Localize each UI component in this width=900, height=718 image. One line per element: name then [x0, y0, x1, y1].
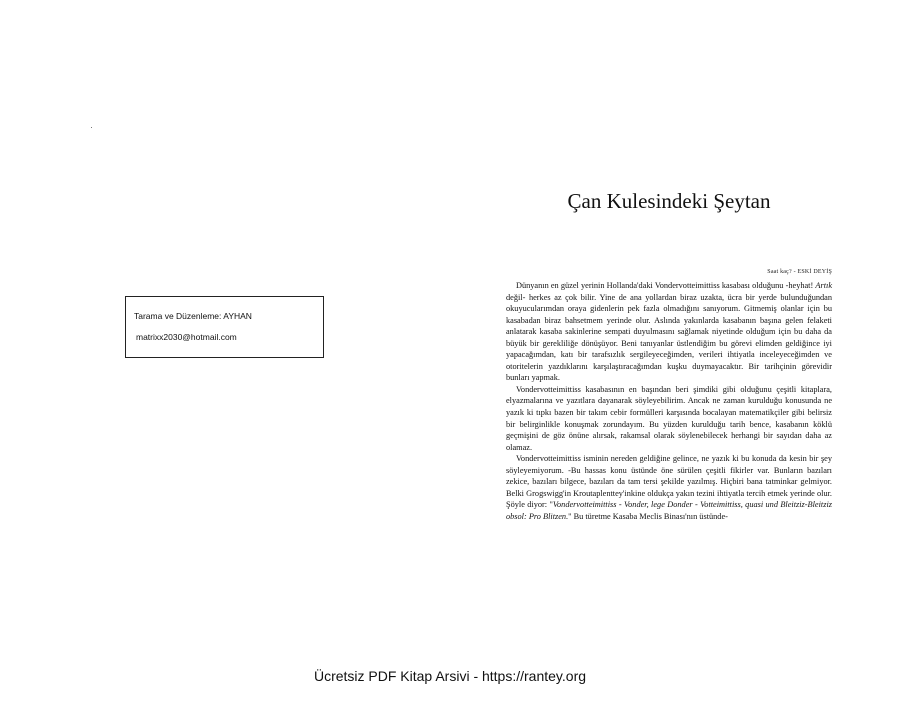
footer-link-text: Ücretsiz PDF Kitap Arsivi - https://rantey.org — [313, 668, 587, 684]
paragraph-3-italic: Vondervotteimittiss - Vonder, lege Donder - Votteimittiss, quasi und Bleitziz-Bleitziz obsol: Pro Blitzen. — [506, 500, 832, 521]
epigraph: Saat kaç? - ESKİ DEYİŞ — [767, 269, 832, 275]
chapter-title: Çan Kulesindeki Şeytan — [567, 189, 771, 213]
paragraph-2-text: Vondervotteimittiss kasabasının en başından beri şimdiki gibi olduğunu çeşitli kitaplara, elyazmalarına ve yazıtlara dayanarak söyleyebilirim. Ancak ne zaman kurulduğu konusunda ne yazık ki tıpkı bazen bir takım cebir formülleri karşısında bocalayan matematikçiler gibi belirsiz bir belirginlikle konuşmak zorundayım. Bu yüzden kurulduğu tarih bence, kasabanın köklü geçmişini de göz önüne alırsak, rakamsal olarak söylenebilecek herhangi bir sayıdan daha az olamaz. — [506, 384, 832, 452]
scan-credit-box — [125, 296, 324, 358]
body-text — [506, 280, 832, 522]
paragraph-3 — [506, 453, 832, 522]
paragraph-1 — [506, 280, 832, 384]
paragraph-2 — [506, 384, 832, 453]
paragraph-1-italic: Artık — [815, 281, 832, 290]
scan-credit-email: matrixx2030@hotmail.com — [136, 332, 237, 342]
paragraph-1-text-a: Dünyanın en güzel yerinin Hollanda'daki Vondervotteimittiss kasabası olduğunu -heyhat! — [516, 281, 816, 290]
paragraph-3-text-b: " Bu türetme Kasaba Meclis Binası'nın üstünde- — [568, 511, 728, 521]
scan-speck — [91, 127, 92, 128]
paragraph-3-text-a: Vondervotteimittiss isminin nereden geldiğine gelince, ne yazık ki bu konuda da kesin bir şey söyleyemiyorum. -Bu hassas konu üstünde öne sürülen çeşitli fikirler var. Bunların bazıları zekice, bazıları bilgece, bazıları da tam tersi şekilde yazılmış. Hiçbiri bana tatminkar gelmiyor. Belki Grogswigg'in Kroutaplenttey'inkine oldukça yakın tezini ihtiyatla tercih etmek yerinde olur. Şöyle diyor: " — [506, 454, 832, 510]
paragraph-1-text-b: değil- herkes az çok bilir. Yine de ana yollardan biraz uzakta, ücra bir yerde bulunduğundan okuyucularımdan oraya gidenlerin pek fazla olmadığını sanıyorum. Gitmemiş olanlar için bu kasabadan biraz bahsetmem yerinde olur. Aslında yakınlarda kasabanın başına gelen felaketi anlatarak kasaba sakinlerine sempati duyulmasını sağlamak niyetinde olduğum için bu daha da büyük bir gerekliliğe dönüşüyor. Beni tanıyanlar üstlendiğim bu görevi elimden geldiğince iyi yapacağımdan, katı bir tarafsızlık sergileyeceğimden, verileri ihtiyatla inceleyeceğimden ve otoritelerin yazdıklarını karşılaştıracağımdan kuşku duymayacaktır. Bir tarihçinin görevidir bunları yapmak. — [506, 292, 832, 383]
scan-credit-line: Tarama ve Düzenleme: AYHAN — [134, 311, 252, 321]
